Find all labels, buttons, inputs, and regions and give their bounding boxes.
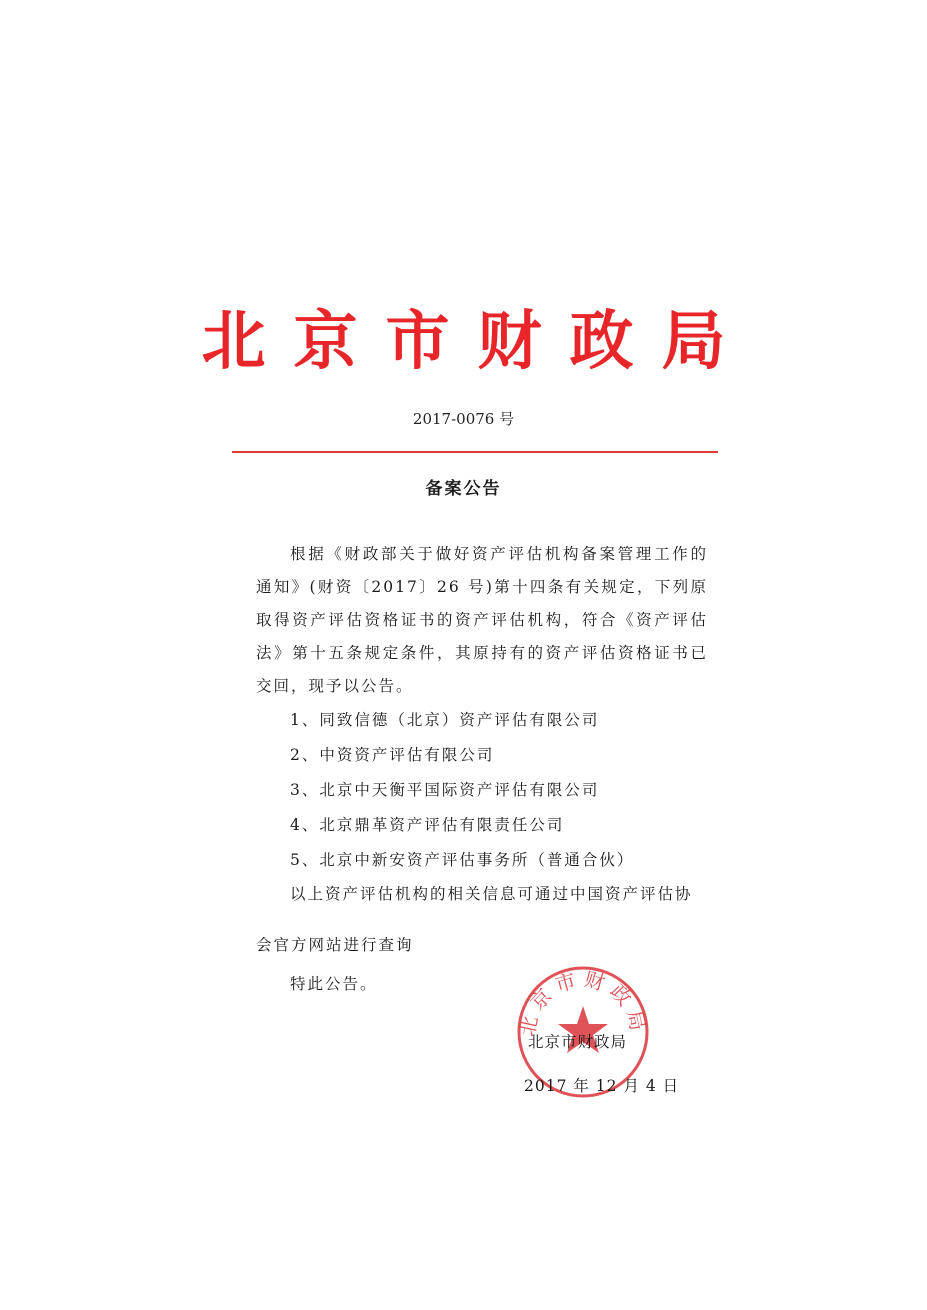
intro-paragraph: 根据《财政部关于做好资产评估机构备案管理工作的通知》(财资〔2017〕26 号)第十四条有关规定，下列原取得资产评估资格证书的资产评估机构，符合《资产评估法》第十五条规定条件，其原持有的资产评估资格证书已交回，现予以公告。 xyxy=(256,545,708,695)
signing-date: 2017 年 12 月 4 日 xyxy=(524,1077,680,1095)
special-notice: 特此公告。 xyxy=(290,975,378,993)
list-item: 1、同致信德（北京）资产评估有限公司 xyxy=(290,711,600,729)
notice-body xyxy=(256,538,708,1001)
list-item: 5、北京中新安资产评估事务所（普通合伙） xyxy=(290,851,635,869)
list-item: 4、北京鼎革资产评估有限责任公司 xyxy=(290,816,565,834)
list-item: 3、北京中天衡平国际资产评估有限公司 xyxy=(290,781,600,799)
masthead-title: 北京市财政局 xyxy=(201,304,754,379)
document-number: 2017-0076 号 xyxy=(412,410,515,428)
list-item: 2、中资资产评估有限公司 xyxy=(290,746,495,764)
institution-list xyxy=(256,703,708,878)
closing-line-2: 会官方网站进行查询 xyxy=(256,936,414,954)
closing-line-1: 以上资产评估机构的相关信息可通过中国资产评估协 xyxy=(290,885,693,903)
signer-name: 北京市财政局 xyxy=(528,1033,628,1051)
seal-text: 北京市财政局 xyxy=(514,966,652,1039)
notice-heading: 备案公告 xyxy=(425,479,502,499)
red-divider-line xyxy=(232,451,718,453)
